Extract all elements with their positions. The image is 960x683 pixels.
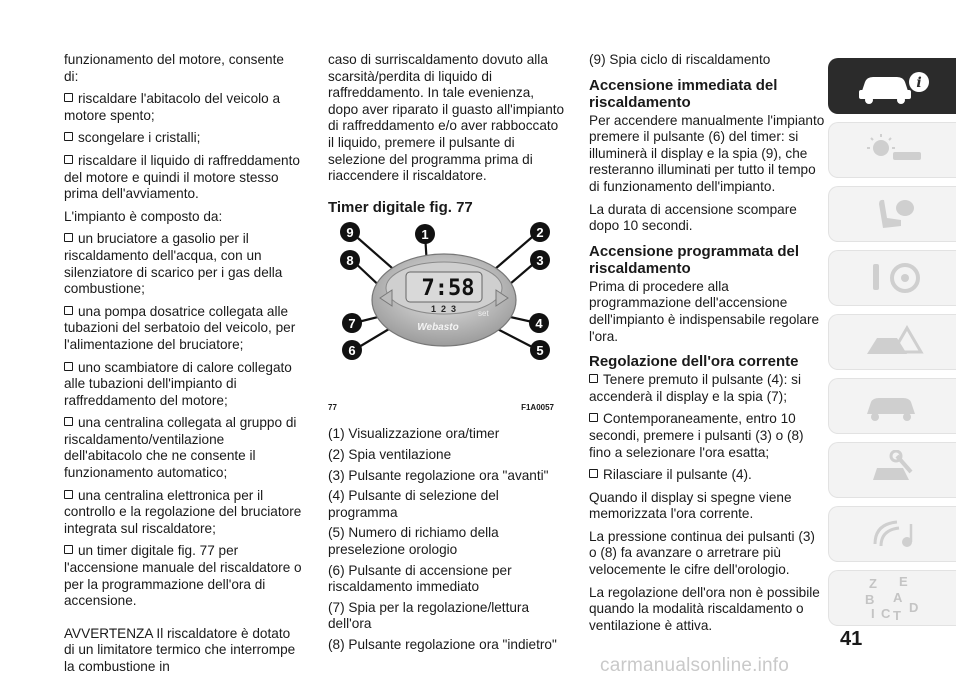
checkbox-icon <box>589 374 598 383</box>
chapter-tabs <box>828 58 956 634</box>
tab-wrench-car[interactable] <box>828 442 956 498</box>
list-item: una centralina collegata al gruppo di riscaldamento/ventilazione dell'abitacolo che ne consente il funzionamento automatico; <box>64 415 297 481</box>
watermark-text: carmanualsonline.info <box>600 655 790 676</box>
paragraph: Quando il display si spegne viene memorizzata l'ora corrente. <box>589 489 792 522</box>
multimedia-icon <box>853 514 933 554</box>
section-heading: Timer digitale fig. 77 <box>328 198 473 216</box>
road-warning-icon <box>853 322 933 362</box>
svg-text:A: A <box>892 590 902 605</box>
section-heading: Regolazione dell'ora corrente <box>589 353 799 371</box>
section-heading: Accensione programmata del riscaldamento <box>589 242 800 277</box>
checkbox-icon <box>64 306 73 315</box>
timer-figure <box>328 220 558 398</box>
legend-item: (4) Pulsante di selezione del programma <box>328 488 499 520</box>
paragraph: La durata di accensione scompare dopo 10 secondi. <box>589 201 797 234</box>
display-time: 7:58 <box>421 275 475 301</box>
list-item: Rilasciare il pulsante (4). <box>589 467 825 484</box>
tab-car-info[interactable] <box>828 58 956 114</box>
paragraph: funzionamento del motore, consente di: <box>64 52 284 84</box>
timer-illustration <box>328 220 558 398</box>
checkbox-icon <box>64 132 73 141</box>
legend-item: (2) Spia ventilazione <box>328 446 452 462</box>
paragraph: L'impianto è composto da: <box>64 208 223 224</box>
svg-text:2: 2 <box>536 224 544 240</box>
svg-text:B: B <box>864 592 874 607</box>
list-item: uno scambiatore di calore collegato alle tubazioni dell'impianto di raffreddamento del motore; <box>64 359 292 408</box>
checkbox-icon <box>64 545 73 554</box>
legend-item: (9) Spia ciclo di riscaldamento <box>589 52 771 67</box>
warning-lights-icon <box>853 130 933 170</box>
text-column-1 <box>64 52 302 682</box>
tab-seat-airbag[interactable] <box>828 186 956 242</box>
index-letters-icon <box>853 574 933 622</box>
preset-1-label: 1 <box>431 303 437 314</box>
warning-paragraph: AVVERTENZA Il riscaldatore è dotato di un limitatore termico che interrompe la combustione in <box>64 625 296 674</box>
svg-text:9: 9 <box>346 224 354 240</box>
tab-index[interactable] <box>828 570 956 626</box>
legend-item: (5) Numero di richiamo della preselezione orologio <box>328 525 499 557</box>
checkbox-icon <box>64 490 73 499</box>
svg-text:D: D <box>908 600 918 615</box>
list-item: un timer digitale fig. 77 per l'accensione manuale del riscaldatore o per la programmazione dell'ora di accensione. <box>64 543 302 609</box>
set-label: set <box>478 308 489 318</box>
tab-multimedia[interactable] <box>828 506 956 562</box>
checkbox-icon <box>64 155 73 164</box>
svg-text:4: 4 <box>535 315 543 331</box>
figure-number: 77 <box>328 402 337 412</box>
svg-text:3: 3 <box>536 252 544 268</box>
page-number: 41 <box>840 628 863 650</box>
legend-item: (6) Pulsante di accensione per riscaldamento immediato <box>328 562 512 595</box>
legend-item: (8) Pulsante regolazione ora "indietro" <box>328 636 557 652</box>
svg-text:6: 6 <box>348 342 356 358</box>
preset-2-label: 2 <box>441 303 447 314</box>
figure-caption <box>328 400 554 417</box>
bullet-list <box>64 231 302 609</box>
legend-item: (1) Visualizzazione ora/timer <box>328 426 500 442</box>
checkbox-icon <box>64 233 73 242</box>
svg-text:1: 1 <box>421 226 429 242</box>
tab-steering-key[interactable] <box>828 250 956 306</box>
checkbox-icon <box>64 417 73 426</box>
tab-road-warning[interactable] <box>828 314 956 370</box>
tab-warning-lights[interactable] <box>828 122 956 178</box>
text-column-2 <box>328 52 566 657</box>
legend-item: (7) Spia per la regolazione/lettura dell'ora <box>328 599 529 632</box>
figure-code: F1A0057 <box>521 402 554 412</box>
checkbox-icon <box>64 362 73 371</box>
car-service-icon <box>853 386 933 426</box>
car-info-icon <box>853 66 933 106</box>
section-heading: Accensione immediata del riscaldamento <box>589 76 778 111</box>
list-item: scongelare i cristalli; <box>64 130 302 147</box>
svg-text:7: 7 <box>348 315 356 331</box>
list-item: una centralina elettronica per il controllo e la regolazione del bruciatore integrata sul riscaldatore; <box>64 487 302 536</box>
list-item: Contemporaneamente, entro 10 secondi, premere i pulsanti (3) o (8) fino a selezionare l'ora esatta; <box>589 411 804 460</box>
svg-text:C: C <box>880 606 890 621</box>
list-item: un bruciatore a gasolio per il riscaldamento dell'acqua, con un silenziatore di scarico per i gas della combustione; <box>64 231 283 297</box>
checkbox-icon <box>589 413 598 422</box>
paragraph: La regolazione dell'ora non è possibile quando la modalità riscaldamento o ventilazione è attiva. <box>589 584 820 633</box>
legend-item: (3) Pulsante regolazione ora "avanti" <box>328 467 549 483</box>
list-item: riscaldare il liquido di raffreddamento del motore e quindi il motore stesso prima dell'avviamento. <box>64 152 300 202</box>
seat-airbag-icon <box>853 194 933 234</box>
tab-car-service[interactable] <box>828 378 956 434</box>
list-item: riscaldare l'abitacolo del veicolo a motore spento; <box>64 91 281 123</box>
svg-text:T: T <box>892 608 901 622</box>
paragraph: Prima di procedere alla programmazione dell'accensione dell'impianto è indispensabile regolare l'ora. <box>589 278 820 344</box>
svg-text:5: 5 <box>536 342 544 358</box>
svg-text:E: E <box>898 574 908 589</box>
checkbox-icon <box>589 469 598 478</box>
steering-key-icon <box>853 258 933 298</box>
list-item: una pompa dosatrice collegata alle tubazioni del serbatoio del veicolo, per l'alimentazione del bruciatore; <box>64 303 296 352</box>
brand-logo-text: Webasto <box>417 321 459 333</box>
text-column-3 <box>589 52 825 640</box>
checkbox-icon <box>64 93 73 102</box>
preset-3-label: 3 <box>451 303 457 314</box>
svg-text:Z: Z <box>868 576 877 591</box>
bullet-list <box>64 91 302 203</box>
paragraph: Per accendere manualmente l'impianto premere il pulsante (6) del timer: si illuminerà il display e la spia (9), che resteranno illuminati per tutto il tempo di funzionamento dell'impianto. <box>589 112 825 194</box>
figure-legend <box>328 426 566 653</box>
list-item: Tenere premuto il pulsante (4): si accenderà il display e la spia (7); <box>589 372 801 404</box>
svg-text:i: i <box>915 75 922 91</box>
svg-text:I: I <box>870 606 875 621</box>
svg-text:8: 8 <box>346 252 354 268</box>
paragraph: caso di surriscaldamento dovuto alla scarsità/perdita di liquido di raffreddamento. In tale evenienza, dopo aver riparato il guasto all'impianto di raffreddamento e/o aver rabboccato il liquido, premere il pulsante di selezione del programma prima di riaccendere il riscaldatore. <box>328 52 565 184</box>
wrench-car-icon <box>853 450 933 490</box>
paragraph: La pressione continua dei pulsanti (3) o (8) fa avanzare o arretrare più velocemente le cifre dell'orologio. <box>589 528 815 578</box>
bullet-list <box>589 372 825 484</box>
